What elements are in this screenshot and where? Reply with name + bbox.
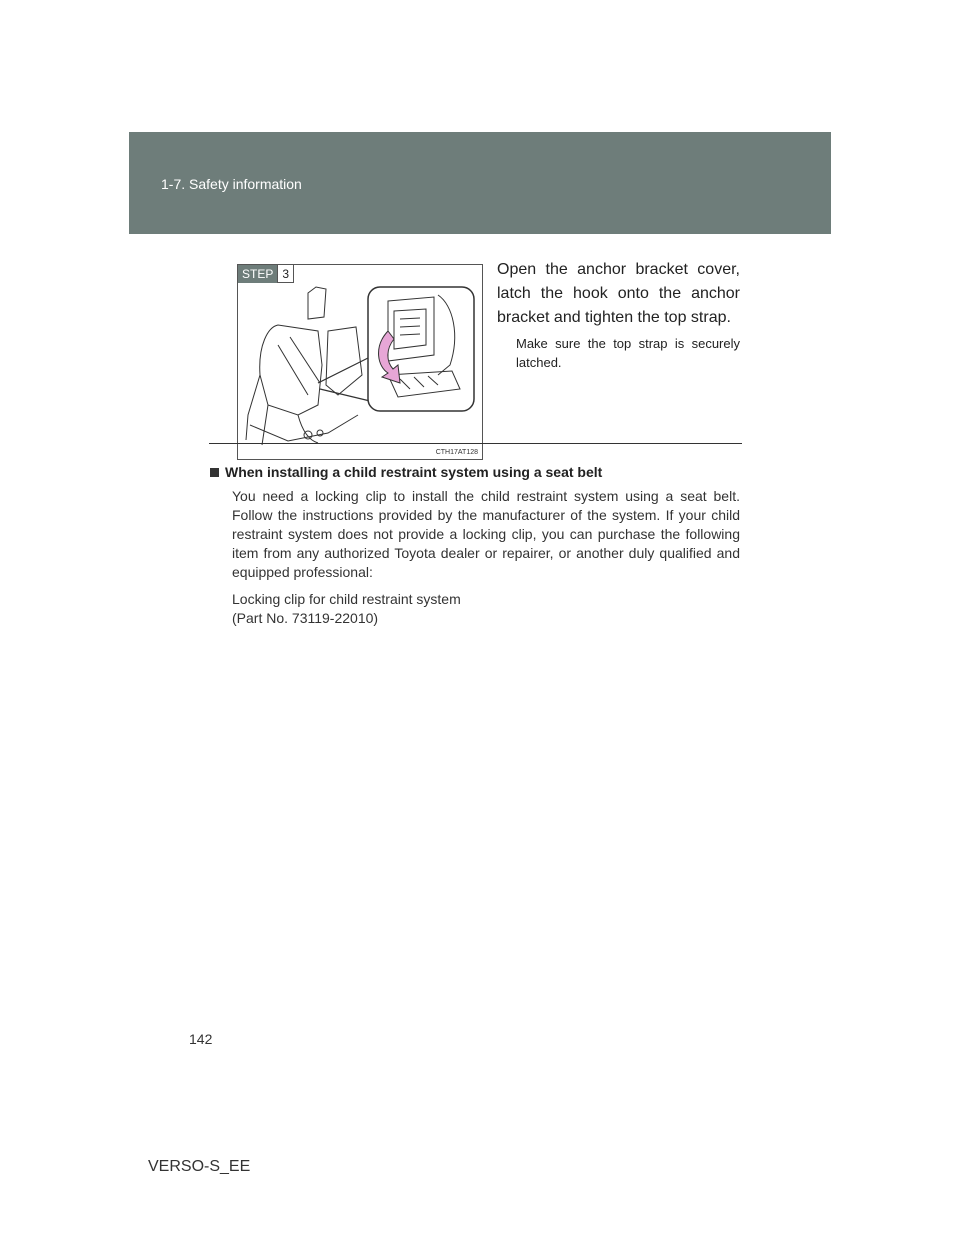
step-badge [238, 265, 294, 283]
model-code: VERSO-S_EE [148, 1158, 251, 1175]
step-number: 3 [277, 265, 294, 283]
step-label: STEP [238, 265, 277, 283]
section-heading [210, 464, 750, 480]
step-note: Make sure the top strap is securely latched. [516, 336, 740, 370]
page-number: 142 [189, 1031, 213, 1047]
step-figure [237, 264, 483, 460]
section-title: 1-7. Safety information [161, 176, 302, 192]
locking-clip-info [232, 590, 740, 628]
body-paragraph: You need a locking clip to install the child restraint system using a seat belt. Follow the instructions provided by the manufacturer of the system. If your child restraint system does not provide a locking clip, you can purchase the following item from any authorized Toyota dealer or repairer, or another duly qualified and equipped professional: [232, 488, 740, 580]
part-number: (Part No. 73119-22010) [232, 610, 379, 626]
section-heading-text: When installing a child restraint system using a seat belt [225, 464, 603, 480]
clip-name: Locking clip for child restraint system [232, 591, 461, 607]
square-bullet-icon [210, 468, 219, 477]
seat-anchor-illustration [238, 265, 482, 459]
page-header [129, 132, 831, 234]
section-divider [209, 443, 742, 444]
figure-code: CTH17AT128 [435, 449, 478, 456]
step-instruction: Open the anchor bracket cover, latch the hook onto the anchor bracket and tighten the top strap. [497, 261, 740, 326]
